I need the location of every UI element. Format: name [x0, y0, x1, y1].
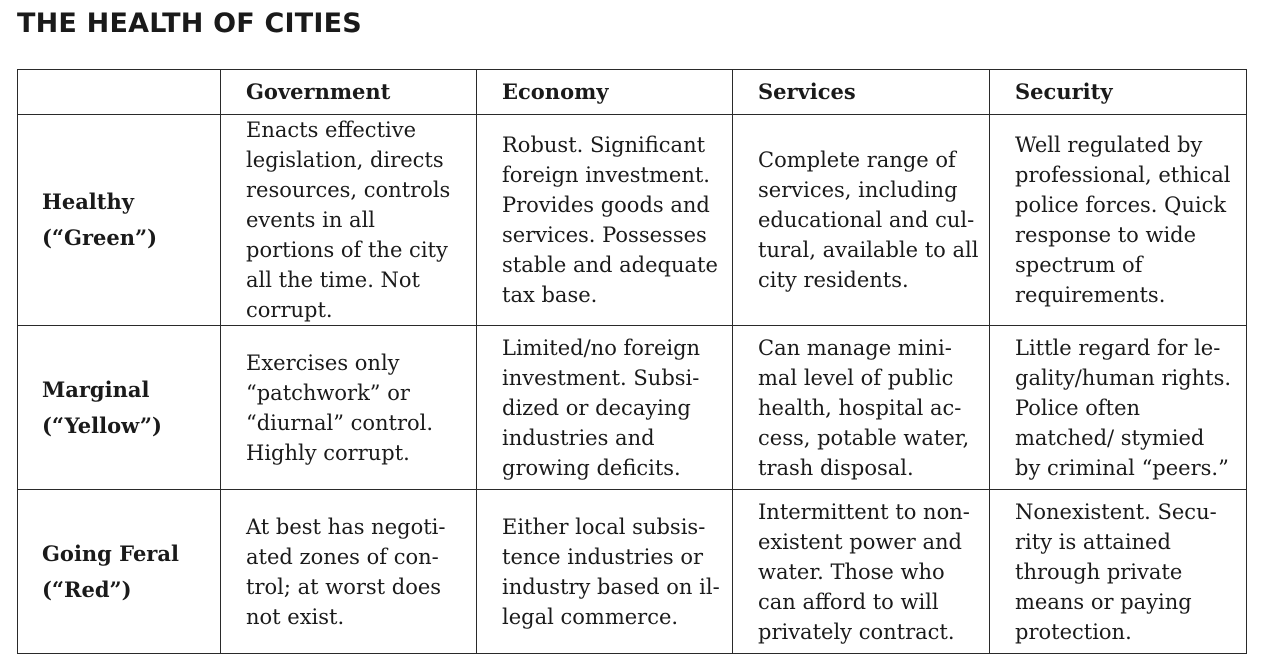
row-label-text: Going Feral [42, 540, 179, 566]
cell-marginal-government: Exercises only “patchwork” or “diurnal” control. Highly corrupt. [221, 326, 477, 490]
cell-marginal-security: Little regard for legality/human rights. Police often matched/ stymied by criminal “peers.” [990, 326, 1247, 490]
row-label-healthy [18, 115, 221, 326]
row-label-text: Healthy [42, 189, 134, 214]
header-row [18, 70, 1247, 115]
table-row-going-feral [18, 490, 1247, 654]
cell-healthy-security: Well regulated by professional, ethical police forces. Quick response to wide spectrum of requirements. [990, 115, 1247, 326]
row-label-going-feral [18, 490, 221, 654]
health-of-cities-table [17, 69, 1247, 654]
cell-going-feral-services: Intermittent to nonexistent power and water. Those who can afford to will privately contract. [733, 490, 990, 654]
page-title: THE HEALTH OF CITIES [17, 8, 362, 39]
cell-marginal-economy: Limited/no foreign investment. Subsidized or decaying industries and growing deficits. [477, 326, 733, 490]
column-header-economy: Economy [477, 70, 733, 115]
column-header-government: Government [221, 70, 477, 115]
row-sublabel-text: (“Green”) [42, 225, 158, 250]
cell-healthy-economy: Robust. Significant foreign investment. Provides goods and services. Possesses stable and adequate tax base. [477, 115, 733, 326]
row-sublabel-text: (“Yellow”) [42, 412, 162, 438]
column-header-services: Services [733, 70, 990, 115]
cell-healthy-government: Enacts effective legislation, directs resources, controls events in all portions of the city all the time. Not corrupt. [221, 115, 477, 326]
row-sublabel-text: (“Red”) [42, 576, 132, 602]
cell-going-feral-government: At best has negotiated zones of control; at worst does not exist. [221, 490, 477, 654]
cell-going-feral-security: Nonexistent. Security is attained through private means or paying protection. [990, 490, 1247, 654]
cell-healthy-services: Complete range of services, including educational and cultural, available to all city residents. [733, 115, 990, 326]
header-empty-cell [18, 70, 221, 115]
column-header-security: Security [990, 70, 1247, 115]
cell-marginal-services: Can manage minimal level of public health, hospital access, potable water, trash disposal. [733, 326, 990, 490]
table-row-healthy [18, 115, 1247, 326]
row-label-marginal [18, 326, 221, 490]
row-label-text: Marginal [42, 376, 150, 402]
cell-going-feral-economy: Either local subsistence industries or industry based on illegal commerce. [477, 490, 733, 654]
table-row-marginal [18, 326, 1247, 490]
